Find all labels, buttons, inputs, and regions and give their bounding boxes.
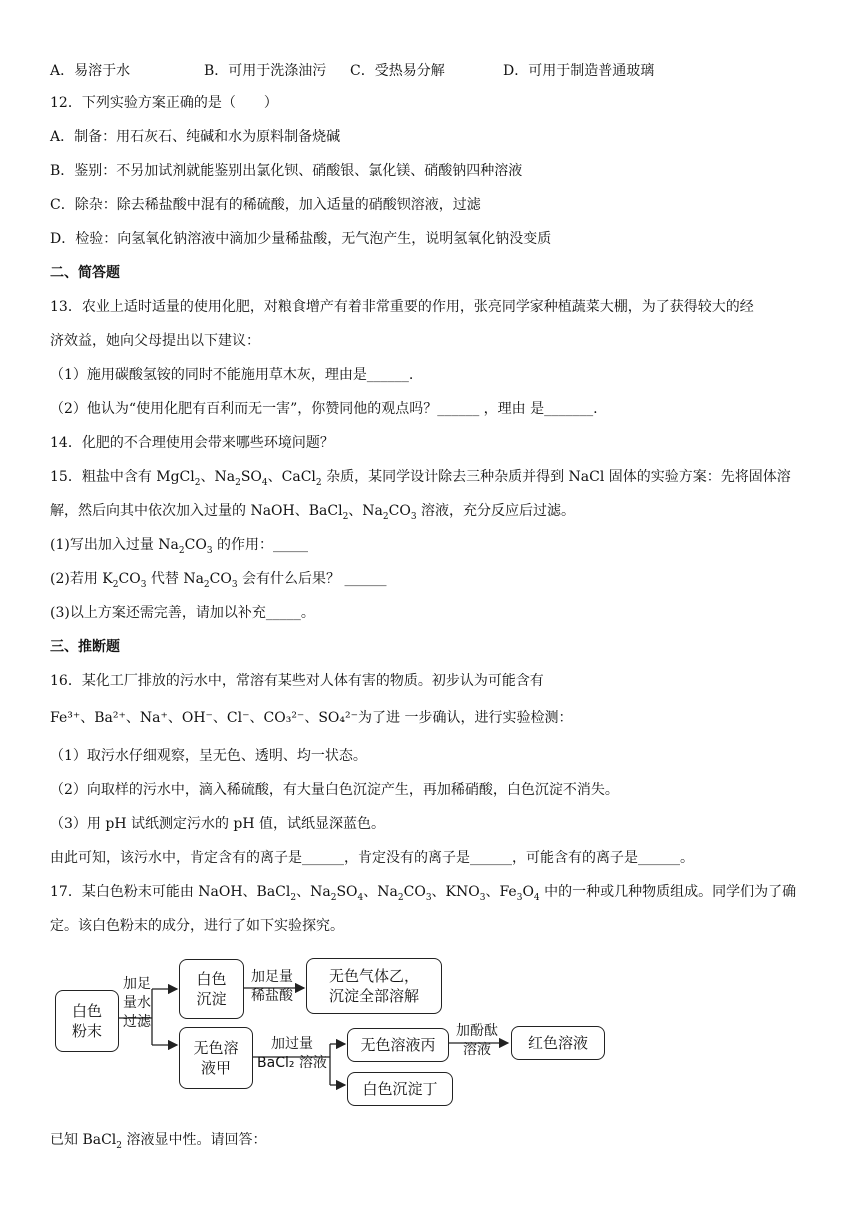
box-white-precipitate-d: 白色沉淀丁: [347, 1072, 453, 1106]
box-colorless-gas: 无色气体乙， 沉淀全部溶解: [306, 958, 442, 1014]
box-red-solution: 红色溶液: [511, 1026, 605, 1060]
q13-line-1: 13．农业上适时适量的使用化肥，对粮食增产有着非常重要的作用，张亮同学家种植蔬菜大棚，为了获得较大的经: [50, 299, 754, 315]
q15-line-1: 15．粗盐中含有 MgCl$_2$、$Na_2SO_4$、CaCl$_2$ 杂质，某同学设计除去三种杂质并得到 NaCl 固体的实验方案：先将固体溶: [50, 469, 791, 488]
box-colorless-solution-c: 无色溶液丙: [347, 1028, 449, 1062]
q17-line-1: 17．某白色粉末可能由 NaOH、BaCl$_2$、$Na_2SO_4$、$Na_2CO_3$、$KNO_3$、$Fe_3O_4$ 中的一种或几种物质组成。同学们为了确: [50, 884, 797, 903]
q12-option-c: C．除杂：除去稀盐酸中混有的稀硫酸，加入适量的硝酸钡溶液，过滤: [50, 197, 481, 213]
q16-step-3: （3）用 pH 试纸测定污水的 pH 值，试纸显深蓝色。: [50, 816, 386, 832]
q14: 14．化肥的不合理使用会带来哪些环境问题？: [50, 435, 334, 451]
q16-step-2: （2）向取样的污水中，滴入稀硫酸，有大量白色沉淀产生，再加稀硝酸，白色沉淀不消失。: [50, 782, 619, 798]
q16-step-1: （1）取污水仔细观察，呈无色、透明、均一状态。: [50, 748, 367, 764]
q15-sub-1: (1)写出加入过量 $Na_2CO_3$ 的作用：_____: [50, 537, 309, 556]
q12-option-b: B．鉴别：不另加试剂就能鉴别出氯化钡、硝酸银、氯化镁、硝酸钠四种溶液: [50, 163, 523, 179]
q13-sub-2: （2）他认为“使用化肥有百利而无一害”，你赞同他的观点吗？______ ，理由 是_______.: [50, 401, 598, 417]
box-white-powder: 白色 粉末: [55, 990, 119, 1052]
q17-line-2: 定。该白色粉末的成分，进行了如下实验探究。: [50, 918, 344, 934]
box-colorless-solution-a: 无色溶 液甲: [179, 1027, 253, 1089]
label-add-hcl: 加足量 稀盐酸: [251, 969, 293, 1004]
q12-stem: 12．下列实验方案正确的是（ ）: [50, 95, 278, 111]
q15-sub-2: (2)若用 $K_2CO_3$ 代替 $Na_2CO_3$ 会有什么后果？ ______: [50, 571, 387, 590]
q16-line-2-tail: 为了进 一步确认，进行实验检测：: [358, 710, 573, 726]
section-title-short-answer: 二、简答题: [50, 265, 120, 281]
q16-conclusion: 由此可知，该污水中，肯定含有的离子是______，肯定没有的离子是______，可能含有的离子是______。: [50, 850, 694, 866]
q11-option-b: B．可用于洗涤油污: [204, 63, 327, 79]
q13-sub-1: （1）施用碳酸氢铵的同时不能施用草木灰，理由是______.: [50, 367, 414, 383]
q16-line-1: 16．某化工厂排放的污水中，常溶有某些对人体有害的物质。初步认为可能含有: [50, 673, 544, 689]
label-add-water: 加足 量水 过滤: [123, 976, 151, 1030]
q17-known: 已知 BaCl$_2$ 溶液显中性。请回答：: [50, 1132, 267, 1151]
q12-option-a: A．制备：用石灰石、纯碱和水为原料制备烧碱: [50, 129, 341, 145]
box-white-precipitate: 白色 沉淀: [179, 959, 244, 1019]
label-add-bacl2: 加过量 BaCl₂ 溶液: [257, 1036, 327, 1071]
q11-option-a: A．易溶于水: [50, 63, 131, 79]
q15-line-2: 解，然后向其中依次加入过量的 NaOH、BaCl$_2$、$Na_2CO_3$ 溶液，充分反应后过滤。: [50, 503, 576, 522]
q15-sub-3: (3)以上方案还需完善，请加以补充_____。: [50, 605, 315, 621]
section-title-inference: 三、推断题: [50, 639, 120, 655]
q12-option-d: D．检验：向氢氧化钠溶液中滴加少量稀盐酸，无气泡产生，说明氢氧化钠没变质: [50, 231, 552, 247]
q11-option-d: D．可用于制造普通玻璃: [503, 63, 655, 79]
q13-line-2: 济效益，她向父母提出以下建议：: [50, 333, 260, 349]
q11-option-c: C．受热易分解: [350, 63, 445, 79]
q16-ion-list: Fe³⁺、Ba²⁺、Na⁺、OH⁻、Cl⁻、CO₃²⁻、SO₄²⁻: [50, 710, 358, 726]
label-add-phenolphthalein: 加酚酞 溶液: [456, 1023, 498, 1058]
